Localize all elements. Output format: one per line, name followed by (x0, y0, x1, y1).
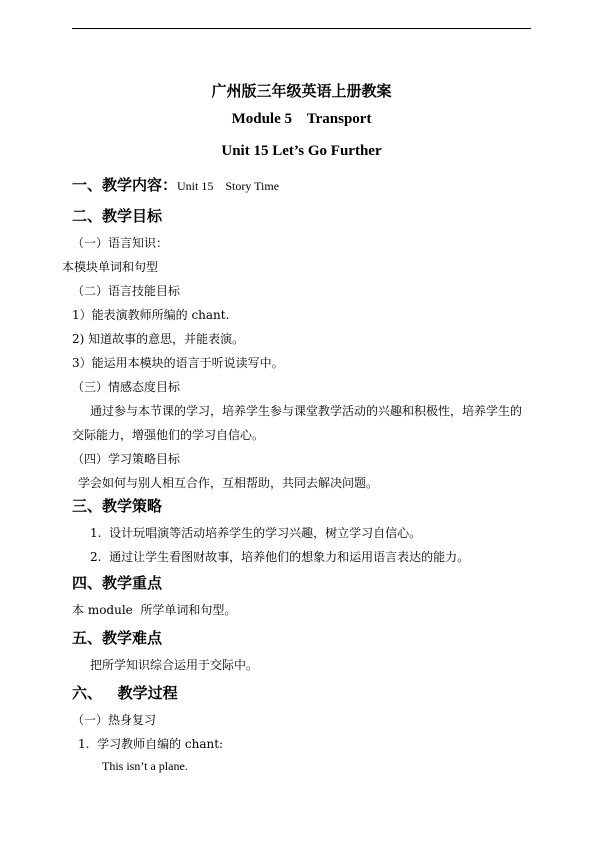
content-value: Unit 15 Story Time (177, 179, 280, 193)
process-line: （一）热身复习 (72, 713, 157, 727)
section-difficulties-heading: 五、教学难点 (72, 629, 163, 647)
process-line: This isn’t a plane. (102, 759, 188, 773)
document-title: 广州版三年级英语上册教案 (211, 82, 392, 100)
strategy-line: 2. 通过让学生看图财故事，培养他们的想象力和运用语言表达的能力。 (90, 550, 470, 564)
key-points-line: 本 module 所学单词和句型。 (72, 603, 237, 617)
section-goals-heading: 二、教学目标 (72, 207, 163, 225)
unit-title: Unit 15 Let’s Go Further (221, 143, 382, 159)
goals-line: 1）能表演教师所编的 chant. (72, 308, 230, 322)
module-title: Module 5 Transport (231, 111, 372, 127)
goals-line: 2) 知道故事的意思，并能表演。 (72, 332, 245, 346)
header-rule (72, 28, 531, 29)
section-strategy-heading: 三、教学策略 (72, 497, 163, 515)
process-line: 1. 学习教师自编的 chant: (78, 737, 224, 751)
goals-line: 通过参与本节课的学习，培养学生参与课堂教学活动的兴趣和积极性，培养学生的 (90, 404, 523, 418)
goals-line: （四）学习策略目标 (72, 452, 181, 466)
strategy-line: 1. 设计玩唱演等活动培养学生的学习兴趣，树立学习自信心。 (90, 526, 422, 540)
goals-line: 学会如何与别人相互合作，互相帮助，共同去解决问题。 (78, 476, 379, 490)
goals-line: 3）能运用本模块的语言于听说读写中。 (72, 356, 284, 370)
goals-line: （三）情感态度目标 (72, 380, 181, 394)
goals-line: 交际能力，增强他们的学习自信心。 (72, 428, 265, 442)
goals-line: （一）语言知识： (72, 236, 169, 250)
section-process-heading: 六、 教学过程 (72, 684, 178, 702)
content-heading-label: 一、教学内容： (72, 176, 178, 194)
goals-line: （二）语言技能目标 (72, 284, 181, 298)
goals-line: 本模块单词和句型 (62, 260, 159, 274)
section-key-points-heading: 四、教学重点 (72, 574, 163, 592)
difficulties-line: 把所学知识综合运用于交际中。 (90, 658, 259, 672)
section-content-heading (72, 174, 279, 195)
